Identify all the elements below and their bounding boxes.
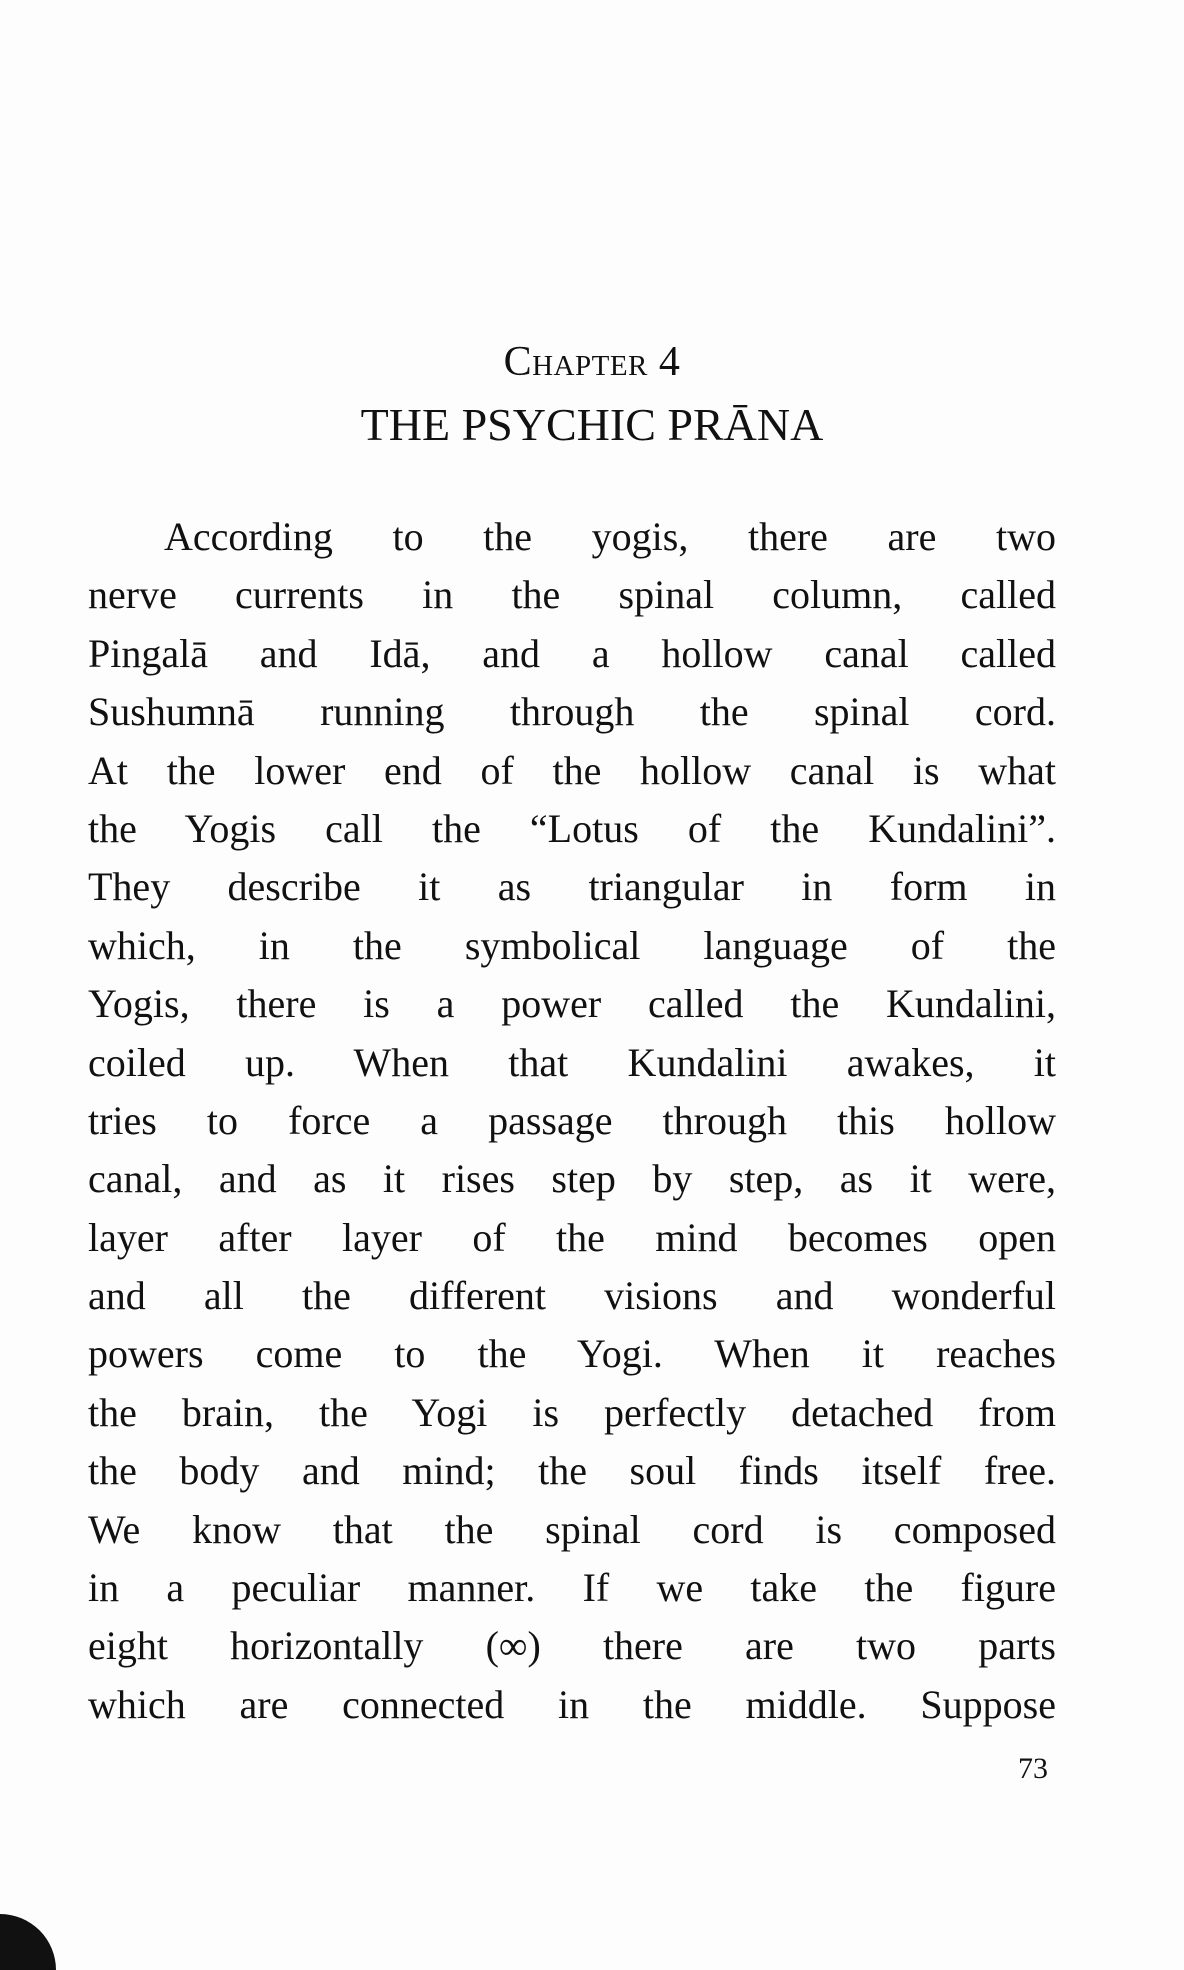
body-text	[88, 508, 1056, 1734]
text-line: layer after layer of the mind becomes open	[88, 1214, 1056, 1260]
text-line: At the lower end of the hollow canal is what	[88, 747, 1056, 793]
text-line: We know that the spinal cord is composed	[88, 1506, 1056, 1552]
text-line: which are connected in the middle. Suppose	[88, 1681, 1056, 1727]
text-line: the brain, the Yogi is perfectly detached from	[88, 1389, 1056, 1435]
chapter-label	[0, 338, 1184, 386]
text-line: tries to force a passage through this hollow	[88, 1097, 1056, 1143]
text-line: According to the yogis, there are two	[164, 514, 1056, 559]
text-line: the Yogis call the “Lotus of the Kundalini”.	[88, 805, 1056, 851]
text-line: nerve currents in the spinal column, called	[88, 572, 1056, 618]
page-corner-shadow	[0, 1914, 56, 1970]
page-number: 73	[1018, 1752, 1048, 1785]
text-line: Pingalā and Idā, and a hollow canal called	[88, 630, 1056, 676]
text-line: Sushumnā running through the spinal cord.	[88, 689, 1056, 735]
text-line: the body and mind; the soul finds itself free.	[88, 1448, 1056, 1494]
text-line: coiled up. When that Kundalini awakes, it	[88, 1039, 1056, 1085]
text-line: which, in the symbolical language of the	[88, 922, 1056, 968]
chapter-label-text: Chapter 4	[503, 339, 681, 385]
chapter-title: THE PSYCHIC PRĀNA	[360, 399, 824, 450]
text-line: Yogis, there is a power called the Kundalini,	[88, 981, 1056, 1027]
text-line: in a peculiar manner. If we take the figure	[88, 1565, 1056, 1611]
text-line: and all the different visions and wonderful	[88, 1273, 1056, 1319]
text-line: eight horizontally (∞) there are two parts	[88, 1623, 1056, 1669]
text-line: canal, and as it rises step by step, as it were,	[88, 1156, 1056, 1202]
text-line: powers come to the Yogi. When it reaches	[88, 1331, 1056, 1377]
text-line: They describe it as triangular in form in	[88, 864, 1056, 910]
